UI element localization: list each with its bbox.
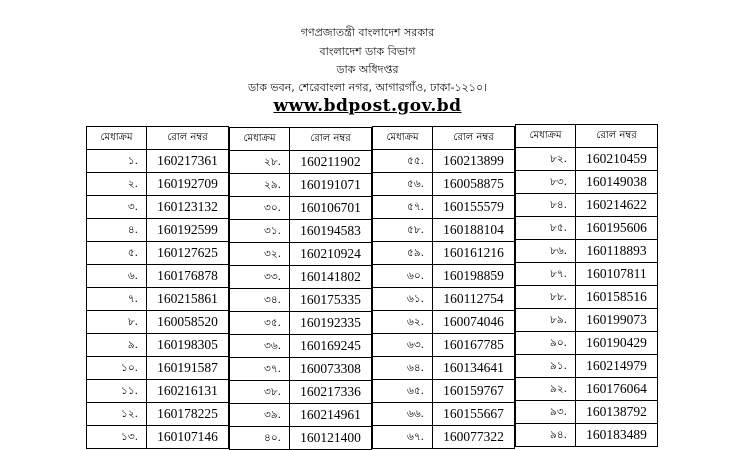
serial-cell: ৯২.	[516, 378, 576, 401]
table-row	[87, 334, 229, 357]
serial-cell: ৩৭.	[230, 358, 290, 381]
office-address: ডাক ভবন, শেরেবাংলা নগর, আগারগাঁও, ঢাকা-১২১০।	[247, 81, 488, 94]
serial-cell: ৬৫.	[373, 380, 433, 403]
roll-cell: 160176064	[576, 378, 658, 401]
roll-cell: 160138792	[576, 401, 658, 424]
table-row	[373, 265, 515, 288]
table-row	[87, 265, 229, 288]
roll-cell: 160188104	[433, 219, 515, 242]
serial-cell: ১২.	[87, 403, 147, 426]
roll-cell: 160161216	[433, 242, 515, 265]
table-header-row	[373, 127, 515, 150]
roll-cell: 160191071	[290, 174, 372, 197]
roll-cell: 160217336	[290, 381, 372, 404]
table-row	[87, 242, 229, 265]
roll-cell: 160214961	[290, 404, 372, 427]
roll-cell: 160149038	[576, 171, 658, 194]
serial-cell: ৮৯.	[516, 309, 576, 332]
roll-cell: 160217361	[147, 150, 229, 173]
roll-cell: 160213899	[433, 150, 515, 173]
serial-cell: ৩৫.	[230, 312, 290, 335]
directorate-title: ডাক অধিদপ্তর	[336, 63, 399, 76]
serial-cell: ৯০.	[516, 332, 576, 355]
roll-cell: 160118893	[576, 240, 658, 263]
table-row	[87, 173, 229, 196]
serial-cell: ৩৯.	[230, 404, 290, 427]
roll-cell: 160215861	[147, 288, 229, 311]
serial-cell: ৮২.	[516, 148, 576, 171]
roll-column-header: রোল নম্বর	[290, 128, 372, 151]
roll-cell: 160175335	[290, 289, 372, 312]
table-row	[516, 378, 658, 401]
roll-cell: 160190429	[576, 332, 658, 355]
roll-cell: 160134641	[433, 357, 515, 380]
roll-cell: 160141802	[290, 266, 372, 289]
roll-cell: 160123132	[147, 196, 229, 219]
roll-column-header: রোল নম্বর	[576, 125, 658, 148]
table-row	[230, 381, 372, 404]
serial-cell: ৫৯.	[373, 242, 433, 265]
table-row	[230, 151, 372, 174]
table-row	[516, 424, 658, 447]
serial-cell: ৫৭.	[373, 196, 433, 219]
roll-cell: 160199073	[576, 309, 658, 332]
roll-cell: 160216131	[147, 380, 229, 403]
roll-cell: 160107146	[147, 426, 229, 449]
table-row	[516, 148, 658, 171]
department-title: বাংলাদেশ ডাক বিভাগ	[319, 45, 416, 58]
table-header-row	[87, 127, 229, 150]
serial-cell: ৮৭.	[516, 263, 576, 286]
table-row	[230, 289, 372, 312]
serial-cell: ৯৪.	[516, 424, 576, 447]
table-row	[516, 263, 658, 286]
serial-column-header: মেধাক্রম	[230, 128, 290, 151]
serial-cell: ১৩.	[87, 426, 147, 449]
table-row	[516, 240, 658, 263]
roll-column-header: রোল নম্বর	[147, 127, 229, 150]
roll-cell: 160107811	[576, 263, 658, 286]
roll-cell: 160169245	[290, 335, 372, 358]
serial-cell: ৭.	[87, 288, 147, 311]
serial-cell: ৮৪.	[516, 194, 576, 217]
roll-column-header: রোল নম্বর	[433, 127, 515, 150]
table-row	[230, 243, 372, 266]
table-body	[373, 150, 515, 449]
serial-cell: ৬০.	[373, 265, 433, 288]
serial-cell: ৩৪.	[230, 289, 290, 312]
table-row	[230, 312, 372, 335]
roll-cell: 160210459	[576, 148, 658, 171]
serial-cell: ২৮.	[230, 151, 290, 174]
table-row	[373, 150, 515, 173]
serial-cell: ৮৩.	[516, 171, 576, 194]
roll-cell: 160191587	[147, 357, 229, 380]
serial-cell: ৩৬.	[230, 335, 290, 358]
website-link[interactable]: www.bdpost.gov.bd	[273, 96, 462, 116]
table-row	[373, 173, 515, 196]
table-row	[516, 286, 658, 309]
table-row	[230, 266, 372, 289]
table-body	[516, 148, 658, 447]
roll-cell: 160192335	[290, 312, 372, 335]
serial-column-header: মেধাক্রম	[516, 125, 576, 148]
table-row	[373, 311, 515, 334]
merit-table-1	[86, 126, 229, 449]
table-row	[373, 242, 515, 265]
roll-cell: 160127625	[147, 242, 229, 265]
table-row	[516, 171, 658, 194]
roll-cell: 160195606	[576, 217, 658, 240]
serial-cell: ১.	[87, 150, 147, 173]
government-title: গণপ্রজাতন্ত্রী বাংলাদেশ সরকার	[300, 26, 435, 39]
table-row	[373, 288, 515, 311]
table-row	[373, 380, 515, 403]
table-row	[87, 288, 229, 311]
serial-cell: ৮৬.	[516, 240, 576, 263]
table-row	[87, 403, 229, 426]
table-row	[373, 403, 515, 426]
serial-cell: ৬.	[87, 265, 147, 288]
serial-cell: ৩১.	[230, 220, 290, 243]
serial-column-header: মেধাক্রম	[373, 127, 433, 150]
table-row	[373, 219, 515, 242]
roll-cell: 160198859	[433, 265, 515, 288]
table-row	[373, 426, 515, 449]
table-row	[516, 332, 658, 355]
table-row	[87, 311, 229, 334]
roll-cell: 160167785	[433, 334, 515, 357]
roll-cell: 160155579	[433, 196, 515, 219]
serial-cell: ৮৮.	[516, 286, 576, 309]
serial-column-header: মেধাক্রম	[87, 127, 147, 150]
serial-cell: ৫৫.	[373, 150, 433, 173]
roll-cell: 160155667	[433, 403, 515, 426]
table-row	[230, 404, 372, 427]
table-header-row	[230, 128, 372, 151]
serial-cell: ৬৩.	[373, 334, 433, 357]
table-row	[373, 357, 515, 380]
table-row	[87, 196, 229, 219]
table-row	[516, 355, 658, 378]
serial-cell: ৪০.	[230, 427, 290, 450]
roll-cell: 160192599	[147, 219, 229, 242]
table-body	[87, 150, 229, 449]
roll-cell: 160194583	[290, 220, 372, 243]
roll-cell: 160073308	[290, 358, 372, 381]
roll-cell: 160178225	[147, 403, 229, 426]
table-row	[516, 401, 658, 424]
serial-cell: ৯৩.	[516, 401, 576, 424]
table-row	[87, 357, 229, 380]
roll-cell: 160077322	[433, 426, 515, 449]
table-row	[230, 358, 372, 381]
roll-cell: 160183489	[576, 424, 658, 447]
serial-cell: ৪.	[87, 219, 147, 242]
serial-cell: ৫.	[87, 242, 147, 265]
roll-cell: 160058875	[433, 173, 515, 196]
roll-cell: 160159767	[433, 380, 515, 403]
serial-cell: ১০.	[87, 357, 147, 380]
serial-cell: ৬১.	[373, 288, 433, 311]
roll-cell: 160106701	[290, 197, 372, 220]
serial-cell: ৩০.	[230, 197, 290, 220]
serial-cell: ৬৬.	[373, 403, 433, 426]
table-row	[230, 335, 372, 358]
merit-table-2	[229, 127, 372, 450]
table-row	[230, 427, 372, 450]
serial-cell: ৯১.	[516, 355, 576, 378]
serial-cell: ৯.	[87, 334, 147, 357]
table-row	[87, 150, 229, 173]
serial-cell: ৩৩.	[230, 266, 290, 289]
table-row	[516, 194, 658, 217]
serial-cell: ১১.	[87, 380, 147, 403]
serial-cell: ৮৫.	[516, 217, 576, 240]
serial-cell: ৬২.	[373, 311, 433, 334]
table-row	[516, 217, 658, 240]
roll-cell: 160112754	[433, 288, 515, 311]
roll-cell: 160198305	[147, 334, 229, 357]
table-row	[87, 380, 229, 403]
serial-cell: ৬৭.	[373, 426, 433, 449]
table-body	[230, 151, 372, 450]
serial-cell: ২.	[87, 173, 147, 196]
serial-cell: ৩.	[87, 196, 147, 219]
table-row	[230, 220, 372, 243]
table-row	[87, 219, 229, 242]
table-header-row	[516, 125, 658, 148]
roll-cell: 160210924	[290, 243, 372, 266]
serial-cell: ৫৮.	[373, 219, 433, 242]
roll-cell: 160192709	[147, 173, 229, 196]
serial-cell: ৩২.	[230, 243, 290, 266]
roll-cell: 160211902	[290, 151, 372, 174]
table-row	[373, 334, 515, 357]
table-row	[516, 309, 658, 332]
table-row	[230, 197, 372, 220]
serial-cell: ৬৪.	[373, 357, 433, 380]
roll-cell: 160058520	[147, 311, 229, 334]
merit-table-4	[515, 124, 658, 447]
roll-cell: 160121400	[290, 427, 372, 450]
roll-cell: 160214979	[576, 355, 658, 378]
roll-cell: 160074046	[433, 311, 515, 334]
roll-cell: 160214622	[576, 194, 658, 217]
roll-cell: 160176878	[147, 265, 229, 288]
serial-cell: ৩৮.	[230, 381, 290, 404]
roll-cell: 160158516	[576, 286, 658, 309]
table-row	[230, 174, 372, 197]
table-row	[373, 196, 515, 219]
serial-cell: ৫৬.	[373, 173, 433, 196]
table-row	[87, 426, 229, 449]
serial-cell: ৮.	[87, 311, 147, 334]
merit-table-3	[372, 126, 515, 449]
serial-cell: ২৯.	[230, 174, 290, 197]
